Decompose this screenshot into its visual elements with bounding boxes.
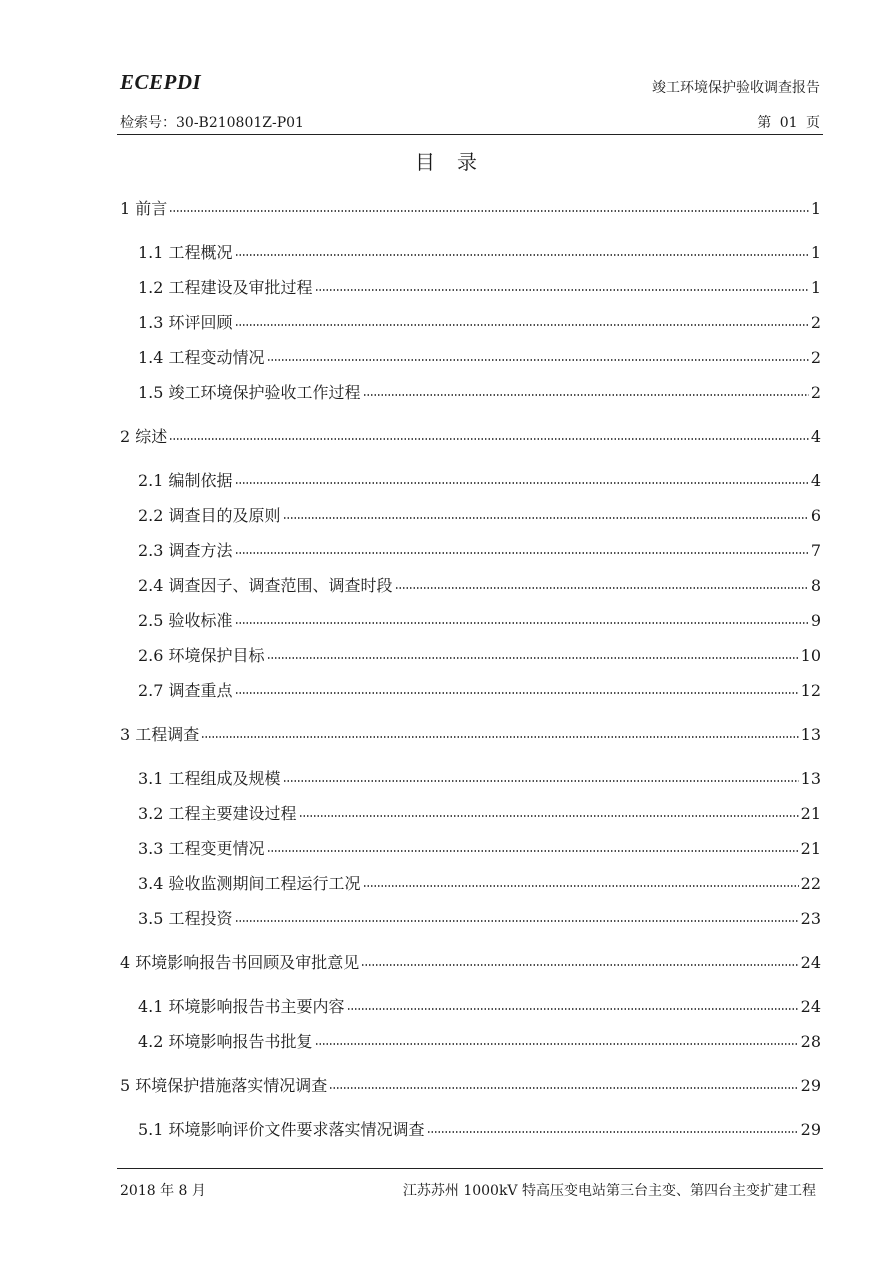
company-logo: ECEPDI <box>120 70 202 94</box>
toc-entry-label: 2.1 编制依据 <box>138 471 233 490</box>
toc-entry-page: 22 <box>800 874 821 893</box>
toc-dot-leader <box>329 1087 798 1089</box>
toc-dot-leader <box>283 780 799 782</box>
toc-entry-label: 1.5 竣工环境保护验收工作过程 <box>138 383 361 402</box>
toc-entry-page: 10 <box>800 646 821 665</box>
toc-entry-page: 13 <box>800 725 821 744</box>
toc-entry-label: 3.3 工程变更情况 <box>138 839 265 858</box>
footer-project-name: 江苏苏州 1000kV 特高压变电站第三台主变、第四台主变扩建工程 <box>402 1183 816 1199</box>
toc-entry-label: 2.2 调查目的及原则 <box>138 506 281 525</box>
toc-dot-leader <box>235 552 809 554</box>
toc-dot-leader <box>235 254 809 256</box>
toc-entry-page: 12 <box>800 681 821 700</box>
footer-date: 2018 年 8 月 <box>120 1183 206 1199</box>
toc-entry-label: 3.4 验收监测期间工程运行工况 <box>138 874 361 893</box>
toc-entry[interactable] <box>138 836 821 858</box>
toc-entry-label: 3.5 工程投资 <box>138 909 233 928</box>
toc-entry-label: 1.2 工程建设及审批过程 <box>138 278 313 297</box>
toc-entry-page: 29 <box>800 1120 821 1139</box>
toc-dot-leader <box>283 517 809 519</box>
toc-entry-page: 7 <box>810 541 821 560</box>
toc-dot-leader <box>267 359 809 361</box>
toc-entry-label: 3.2 工程主要建设过程 <box>138 804 297 823</box>
toc-entry-label: 1.4 工程变动情况 <box>138 348 265 367</box>
toc-entry-label: 2.6 环境保护目标 <box>138 646 265 665</box>
toc-entry-page: 24 <box>800 997 821 1016</box>
toc-entry-page: 2 <box>810 383 821 402</box>
toc-entry[interactable] <box>138 240 821 262</box>
toc-entry-label: 1.1 工程概况 <box>138 243 233 262</box>
toc-dot-leader <box>235 324 809 326</box>
toc-entry-label: 2.3 调查方法 <box>138 541 233 560</box>
toc-entry-page: 21 <box>800 804 821 823</box>
toc-entry-label: 4.1 环境影响报告书主要内容 <box>138 997 345 1016</box>
toc-entry-label: 5 环境保护措施落实情况调查 <box>120 1076 328 1095</box>
toc-dot-leader <box>363 394 809 396</box>
toc-entry-label: 2.5 验收标准 <box>138 611 233 630</box>
toc-entry[interactable] <box>138 871 821 893</box>
toc-entry-label: 3 工程调查 <box>120 725 200 744</box>
toc-entry-page: 4 <box>810 471 821 490</box>
toc-dot-leader <box>201 736 798 738</box>
toc-entry[interactable] <box>138 380 821 402</box>
toc-dot-leader <box>395 587 809 589</box>
toc-entry[interactable] <box>120 424 821 446</box>
toc-entry[interactable] <box>138 643 821 665</box>
toc-entry[interactable] <box>138 1117 821 1139</box>
toc-dot-leader <box>267 657 799 659</box>
toc-entry-page: 24 <box>800 953 821 972</box>
toc-entry-label: 4 环境影响报告书回顾及审批意见 <box>120 953 360 972</box>
toc-entry-label: 1 前言 <box>120 199 168 218</box>
toc-entry[interactable] <box>138 275 821 297</box>
toc-entry[interactable] <box>120 950 821 972</box>
toc-entry-page: 23 <box>800 909 821 928</box>
toc-entry-label: 2.7 调查重点 <box>138 681 233 700</box>
toc-dot-leader <box>427 1131 799 1133</box>
toc-dot-leader <box>347 1008 799 1010</box>
toc-dot-leader <box>315 1043 799 1045</box>
toc-entry[interactable] <box>138 1029 821 1051</box>
toc-entry[interactable] <box>138 906 821 928</box>
toc-entry-label: 5.1 环境影响评价文件要求落实情况调查 <box>138 1120 425 1139</box>
toc-entry-page: 2 <box>810 313 821 332</box>
toc-entry[interactable] <box>138 994 821 1016</box>
toc-dot-leader <box>235 482 809 484</box>
toc-entry[interactable] <box>138 310 821 332</box>
toc-entry[interactable] <box>138 538 821 560</box>
toc-entry-page: 29 <box>800 1076 821 1095</box>
toc-entry-label: 1.3 环评回顾 <box>138 313 233 332</box>
toc-entry-page: 8 <box>810 576 821 595</box>
toc-dot-leader <box>235 622 809 624</box>
toc-entry-page: 6 <box>810 506 821 525</box>
report-title: 竣工环境保护验收调查报告 <box>652 80 820 96</box>
toc-entry-page: 2 <box>810 348 821 367</box>
footer-divider <box>117 1168 823 1169</box>
toc-entry-page: 4 <box>810 427 821 446</box>
toc-entry-page: 1 <box>810 243 821 262</box>
toc-entry-page: 1 <box>810 278 821 297</box>
toc-entry-label: 2.4 调查因子、调查范围、调查时段 <box>138 576 393 595</box>
toc-dot-leader <box>315 289 809 291</box>
toc-entry[interactable] <box>138 573 821 595</box>
toc-entry-label: 4.2 环境影响报告书批复 <box>138 1032 313 1051</box>
toc-entry-page: 9 <box>810 611 821 630</box>
toc-dot-leader <box>235 920 799 922</box>
toc-dot-leader <box>299 815 799 817</box>
toc-entry[interactable] <box>138 608 821 630</box>
toc-dot-leader <box>169 438 809 440</box>
toc-title: 目录 <box>415 150 499 174</box>
toc-entry[interactable] <box>120 722 821 744</box>
toc-entry[interactable] <box>138 766 821 788</box>
toc-entry-page: 21 <box>800 839 821 858</box>
toc-entry[interactable] <box>138 503 821 525</box>
toc-entry[interactable] <box>120 1073 821 1095</box>
toc-entry-label: 2 综述 <box>120 427 168 446</box>
toc-entry-page: 13 <box>800 769 821 788</box>
toc-dot-leader <box>169 210 809 212</box>
toc-dot-leader <box>361 964 798 966</box>
toc-entry[interactable] <box>138 345 821 367</box>
toc-entry-label: 3.1 工程组成及规模 <box>138 769 281 788</box>
table-of-contents <box>120 0 821 1263</box>
toc-dot-leader <box>363 885 799 887</box>
toc-entry[interactable] <box>138 678 821 700</box>
toc-dot-leader <box>235 692 799 694</box>
toc-entry[interactable] <box>138 801 821 823</box>
reference-number: 检索号：30-B210801Z-P01 <box>120 115 304 131</box>
page-number: 第 01 页 <box>757 115 820 131</box>
toc-entry[interactable] <box>138 468 821 490</box>
toc-entry-page: 1 <box>810 199 821 218</box>
toc-entry-page: 28 <box>800 1032 821 1051</box>
toc-dot-leader <box>267 850 799 852</box>
toc-entry[interactable] <box>120 196 821 218</box>
